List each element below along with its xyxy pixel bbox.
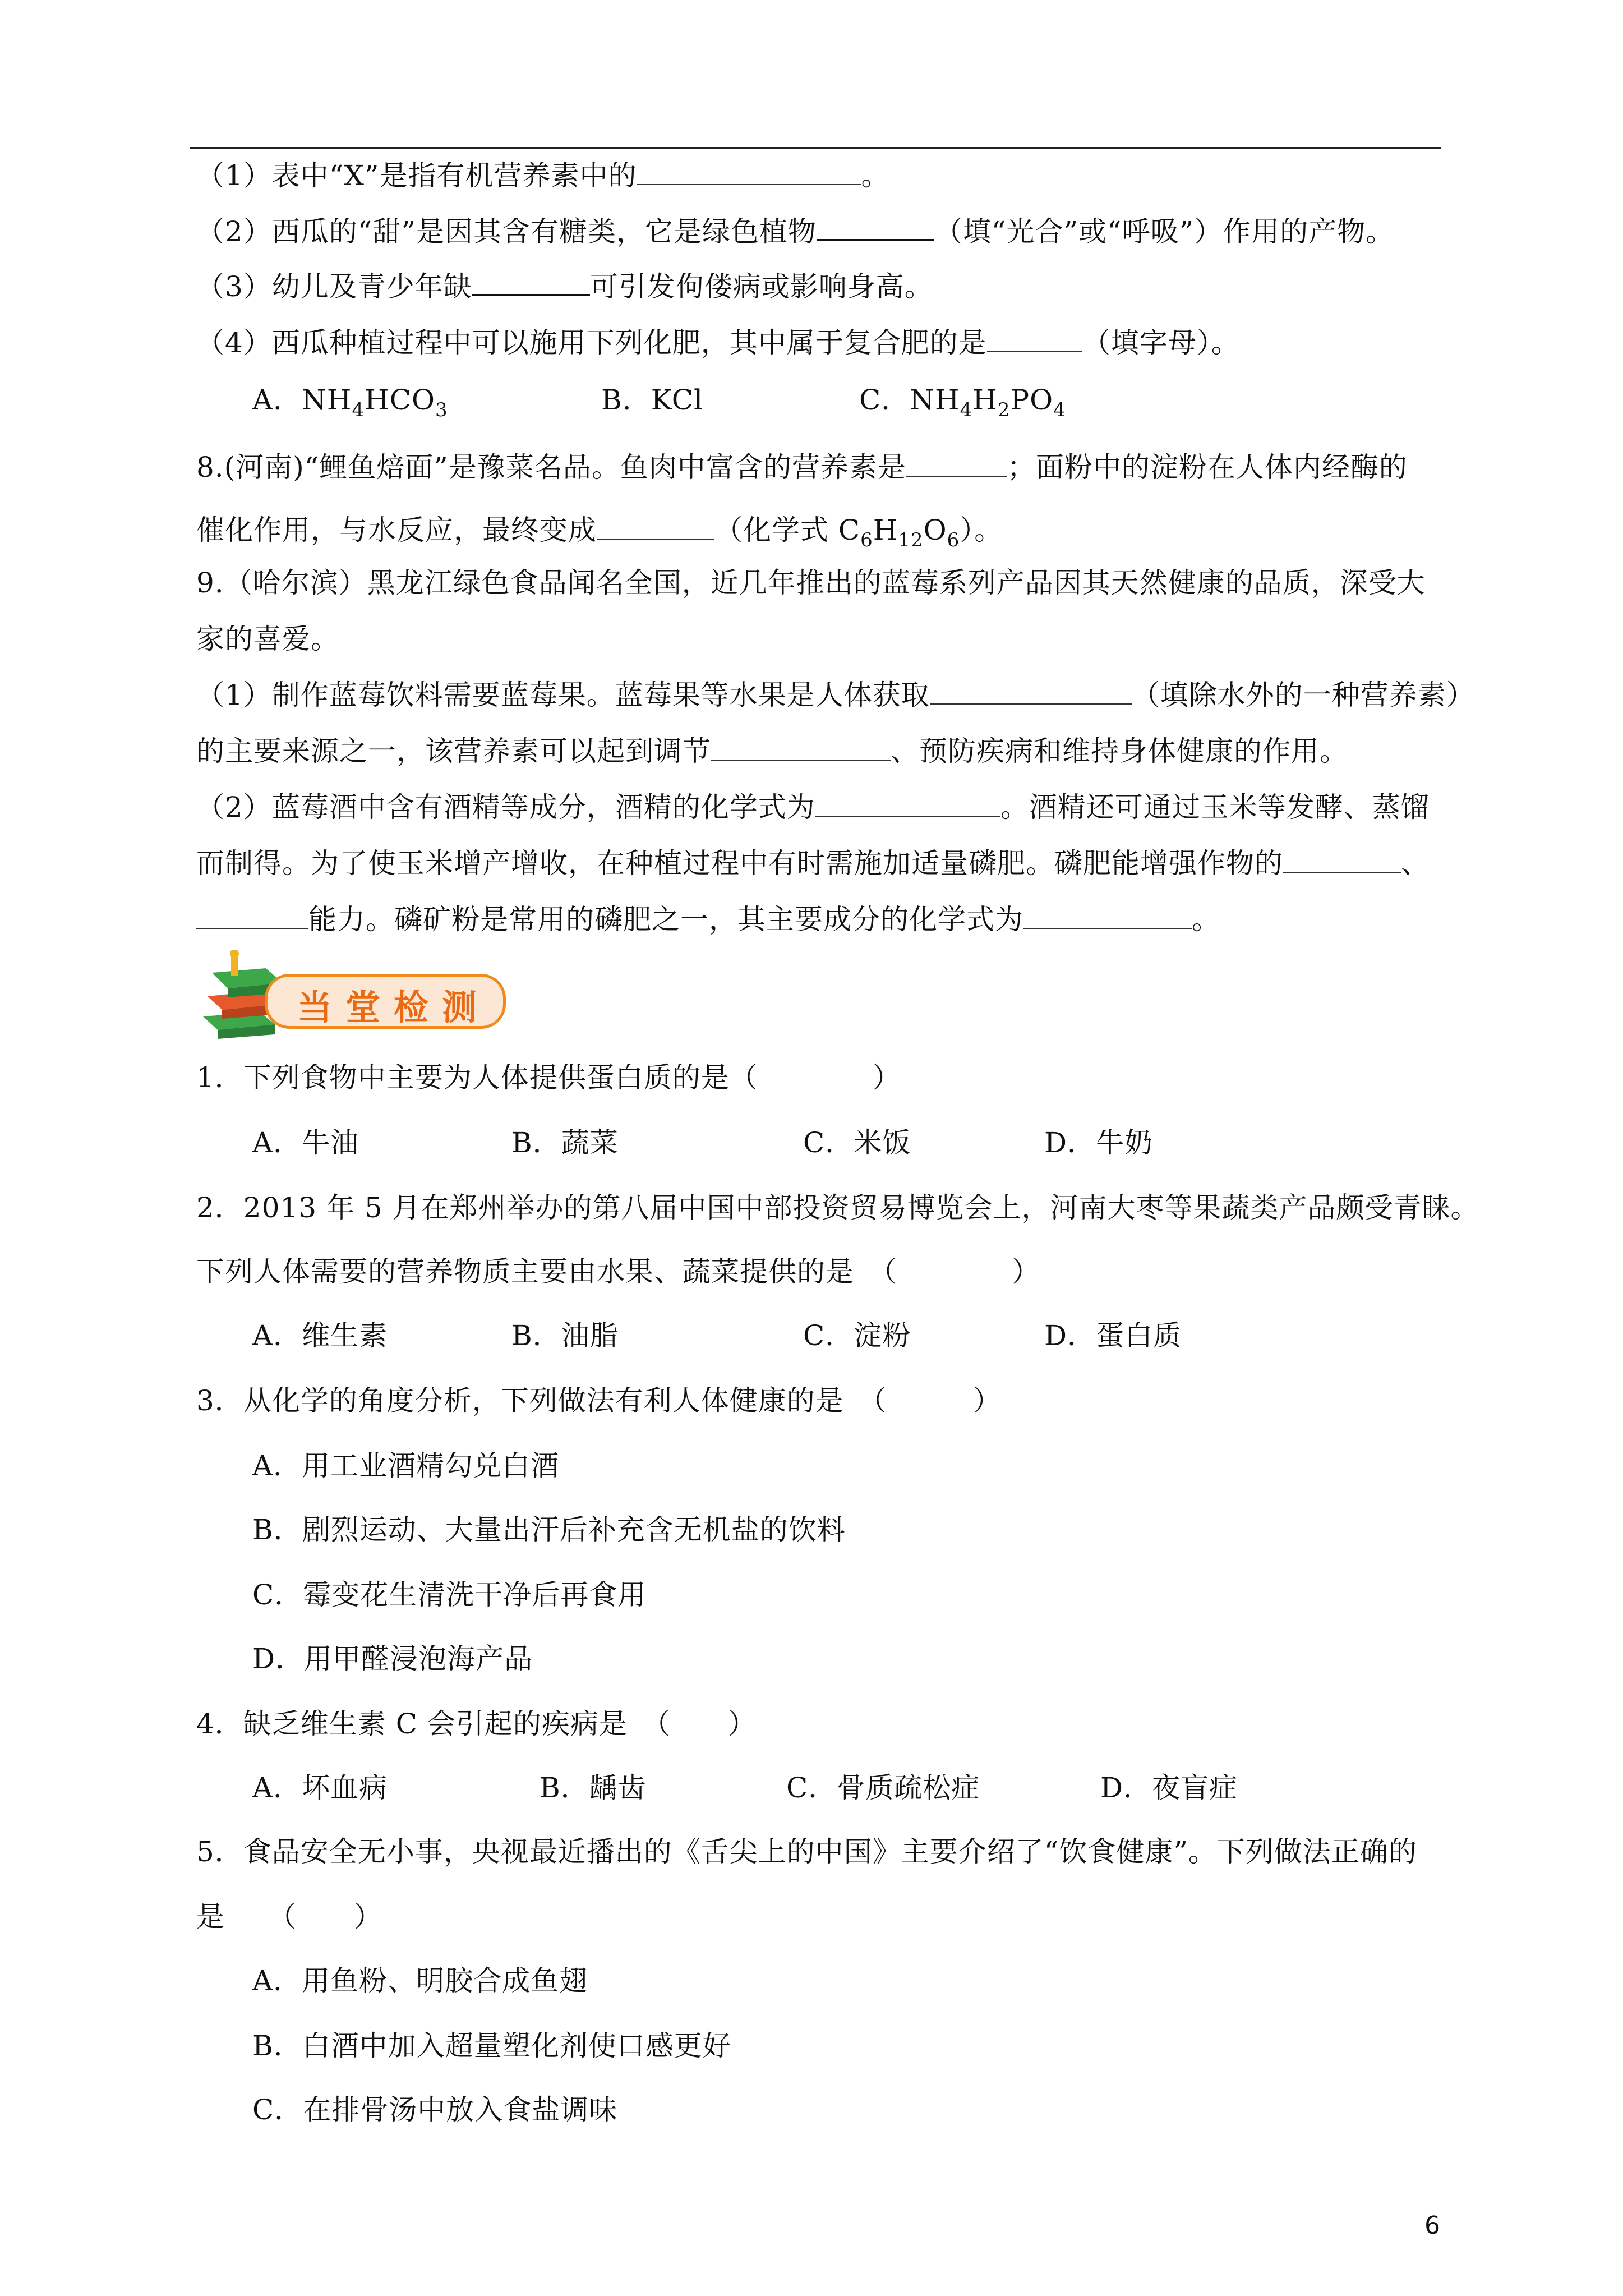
q7-option-b: B．KCl — [601, 384, 704, 416]
quiz-q5-option-a[interactable]: A．用鱼粉、明胶合成鱼翅 — [252, 1964, 588, 1997]
quiz-q5-stem-line1: 5．食品安全无小事，央视最近播出的《舌尖上的中国》主要介绍了“饮食健康”。下列做法正确的 — [196, 1835, 1417, 1868]
q9-line2: 家的喜爱。 — [196, 623, 339, 655]
q9-line6: 而制得。为了使玉米增产增收，在种植过程中有时需施加适量磷肥。磷肥能增强作物的 、 — [196, 847, 1430, 880]
quiz-q3-option-c[interactable]: C．霉变花生清洗干净后再食用 — [252, 1579, 647, 1611]
quiz-q4-option-b[interactable]: B．龋齿 — [540, 1772, 647, 1804]
answer-blank[interactable] — [597, 539, 714, 540]
quiz-q1-option-c[interactable]: C．米饭 — [803, 1126, 911, 1159]
quiz-q1-option-d[interactable]: D．牛奶 — [1044, 1126, 1154, 1159]
quiz-q2-stem-line1: 2．2013 年 5 月在郑州举办的第八届中国中部投资贸易博览会上，河南大枣等果蔬类产品颇受青睐。 — [196, 1191, 1479, 1224]
header-rule — [190, 147, 1441, 149]
page-number: 6 — [1424, 2211, 1440, 2240]
q8-line1: 8.(河南)“鲤鱼焙面”是豫菜名品。鱼肉中富含的营养素是 ；面粉中的淀粉在人体内经酶的 — [196, 451, 1408, 484]
q9-line1: 9.（哈尔滨）黑龙江绿色食品闻名全国，近几年推出的蓝莓系列产品因其天然健康的品质，深受大 — [196, 567, 1426, 599]
quiz-q4-option-c[interactable]: C．骨质疏松症 — [786, 1772, 980, 1804]
quiz-q4-option-d[interactable]: D．夜盲症 — [1100, 1772, 1238, 1804]
section-banner — [197, 950, 528, 1040]
quiz-q5-option-b[interactable]: B．白酒中加入超量塑化剂使口感更好 — [252, 2030, 731, 2062]
answer-blank[interactable] — [472, 294, 590, 296]
quiz-q5-option-c[interactable]: C．在排骨汤中放入食盐调味 — [252, 2093, 618, 2126]
quiz-q4-option-a[interactable]: A．坏血病 — [252, 1772, 388, 1804]
q7-part4: （4）西瓜种植过程中可以施用下列化肥，其中属于复合肥的是 （填字母）。 — [196, 326, 1240, 359]
answer-blank[interactable] — [815, 816, 1000, 817]
quiz-q3-option-d[interactable]: D．用甲醛浸泡海产品 — [252, 1642, 533, 1675]
answer-blank[interactable] — [196, 928, 308, 929]
quiz-q5-stem-line2: 是 （ ） — [196, 1901, 382, 1933]
answer-blank[interactable] — [906, 476, 1007, 477]
quiz-q2-option-b[interactable]: B．油脂 — [511, 1319, 619, 1352]
q9-line4: 的主要来源之一，该营养素可以起到调节 、预防疾病和维持身体健康的作用。 — [196, 735, 1348, 767]
q8-line2: 催化作用，与水反应，最终变成 （化学式 $C_6H_{12}O_6$）。 — [196, 514, 1003, 551]
answer-blank[interactable] — [711, 760, 891, 761]
quiz-q2-stem-line2: 下列人体需要的营养物质主要由水果、蔬菜提供的是 （ ） — [196, 1255, 1040, 1288]
answer-blank[interactable] — [930, 703, 1132, 705]
quiz-q4-stem: 4．缺乏维生素 C 会引起的疾病是 （ ） — [196, 1708, 757, 1740]
q7-part3: （3）幼儿及青少年缺 可引发佝偻病或影响身高。 — [196, 270, 933, 303]
quiz-q3-option-b[interactable]: B．剧烈运动、大量出汗后补充含无机盐的饮料 — [252, 1513, 846, 1546]
q9-line5: （2）蓝莓酒中含有酒精等成分，酒精的化学式为 。酒精还可通过玉米等发酵、蒸馏 — [196, 791, 1430, 823]
quiz-q2-option-c[interactable]: C．淀粉 — [803, 1319, 911, 1352]
q7-part1: （1）表中“X”是指有机营养素中的 。 — [196, 159, 890, 192]
answer-blank[interactable] — [817, 239, 934, 241]
q9-line7: 能力。磷矿粉是常用的磷肥之一，其主要成分的化学式为 。 — [196, 901, 1220, 938]
answer-blank[interactable] — [1283, 872, 1401, 873]
q9-line3: （1）制作蓝莓饮料需要蓝莓果。蓝莓果等水果是人体获取 （填除水外的一种营养素） — [196, 679, 1475, 711]
quiz-q3-option-a[interactable]: A．用工业酒精勾兑白酒 — [252, 1450, 560, 1482]
answer-blank[interactable] — [637, 184, 861, 185]
q7-part2: （2）西瓜的“甜”是因其含有糖类，它是绿色植物 （填“光合”或“呼吸”）作用的产物。 — [196, 215, 1395, 248]
answer-blank[interactable] — [1023, 928, 1192, 929]
answer-blank[interactable] — [987, 351, 1082, 352]
quiz-q3-stem: 3．从化学的角度分析，下列做法有利人体健康的是 （ ） — [196, 1384, 1002, 1417]
quiz-q2-option-a[interactable]: A．维生素 — [252, 1319, 388, 1352]
q7-option-c: C．$NH_4H_2PO_4$ — [859, 384, 1066, 421]
quiz-q1-option-a[interactable]: A．牛油 — [252, 1126, 359, 1159]
q7-option-a: A．$NH_4HCO_3$ — [252, 384, 448, 421]
section-title: 当堂检测 — [297, 987, 491, 1028]
quiz-q2-option-d[interactable]: D．蛋白质 — [1044, 1319, 1182, 1352]
quiz-q1-stem: 1．下列食物中主要为人体提供蛋白质的是（ ） — [196, 1061, 901, 1094]
quiz-q1-option-b[interactable]: B．蔬菜 — [511, 1126, 619, 1159]
